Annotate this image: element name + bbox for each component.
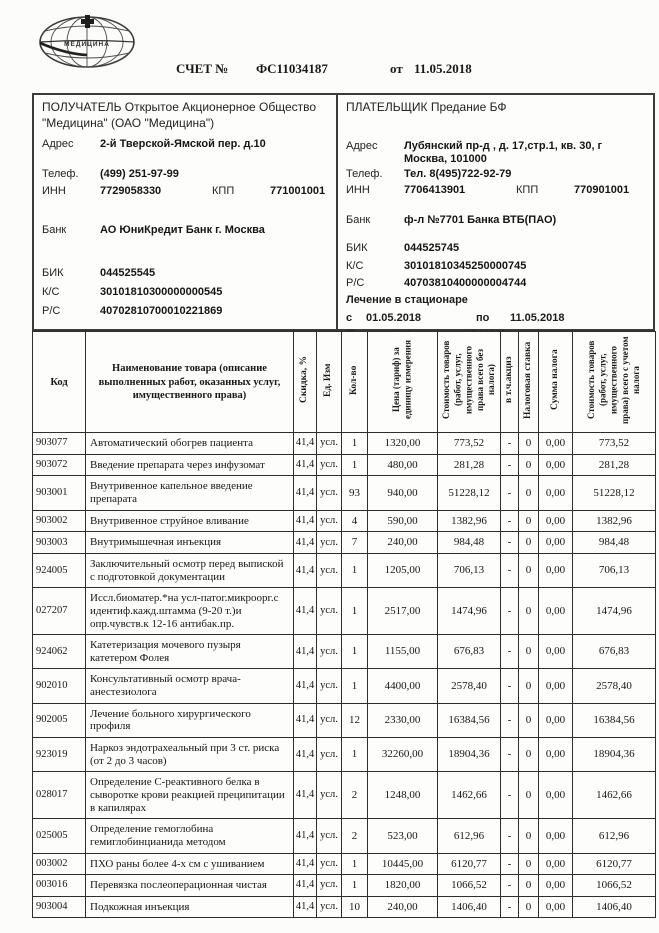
code-cell: 902005 (33, 703, 86, 737)
unit-cell: усл. (317, 635, 342, 669)
tax-rate-cell: 0 (519, 819, 539, 853)
column-header-cost-with-tax: Стоимость товаров (работ, услуг, имущественного права) всего с учетом налога (573, 332, 656, 433)
cost-with-tax-cell: 1406,40 (573, 896, 656, 918)
unit-cell: усл. (317, 896, 342, 918)
invoice-number: ФС11034187 (256, 61, 328, 76)
tax-rate-cell: 0 (519, 875, 539, 897)
unit-cell: усл. (317, 433, 342, 455)
qty-cell: 7 (342, 532, 368, 554)
name-cell: Внутривенное струйное вливание (86, 510, 294, 532)
cost-with-tax-cell: 6120,77 (573, 853, 656, 875)
price-cell: 2517,00 (368, 588, 438, 635)
excise-cell: - (501, 553, 519, 587)
tax-sum-cell: 0,00 (539, 532, 573, 554)
column-header-qty: Кол-во (342, 332, 368, 433)
unit-cell: усл. (317, 532, 342, 554)
cost-no-tax-cell: 6120,77 (438, 853, 501, 875)
kpp-label: КПП (212, 185, 235, 198)
qty-cell: 93 (342, 476, 368, 510)
excise-cell: - (501, 669, 519, 703)
tax-rate-cell: 0 (519, 772, 539, 819)
tax-rate-cell: 0 (519, 510, 539, 532)
unit-cell: усл. (317, 703, 342, 737)
name-cell: ПХО раны более 4-х см с ушиванием (86, 853, 294, 875)
ks-label: К/С (346, 259, 364, 272)
cost-no-tax-cell: 1066,52 (438, 875, 501, 897)
excise-cell: - (501, 703, 519, 737)
qty-cell: 10 (342, 896, 368, 918)
bik-label: БИК (42, 267, 64, 280)
table-row (33, 669, 656, 703)
excise-cell: - (501, 772, 519, 819)
ks-label: К/С (42, 286, 60, 299)
tax-rate-cell: 0 (519, 454, 539, 476)
code-cell: 027207 (33, 588, 86, 635)
code-cell: 902010 (33, 669, 86, 703)
period-from-date: 01.05.2018 (366, 311, 422, 324)
payee-inn: 7729058330 (100, 185, 162, 198)
code-cell: 924062 (33, 635, 86, 669)
price-cell: 2330,00 (368, 703, 438, 737)
payee-kpp: 771001001 (270, 185, 326, 198)
price-cell: 1205,00 (368, 553, 438, 587)
unit-cell: усл. (317, 853, 342, 875)
column-header-cost-no-tax: Стоимость товаров (работ, услуг, имущественного права всего без налога) (438, 332, 501, 433)
column-header-unit: Ед. Изм (317, 332, 342, 433)
payee-inn-row (42, 185, 328, 198)
payer-rs: 40703810400000004744 (404, 276, 527, 289)
qty-cell: 1 (342, 454, 368, 476)
discount-cell: 41,4 (294, 433, 317, 455)
tax-rate-cell: 0 (519, 532, 539, 554)
qty-cell: 1 (342, 433, 368, 455)
price-cell: 1820,00 (368, 875, 438, 897)
code-cell: 003002 (33, 853, 86, 875)
column-header-tax-rate: Налоговая ставка (519, 332, 539, 433)
tax-sum-cell: 0,00 (539, 635, 573, 669)
price-cell: 480,00 (368, 454, 438, 476)
phone-label: Телеф. (346, 167, 383, 180)
treatment-type: Лечение в стационаре (346, 293, 468, 306)
discount-cell: 41,4 (294, 772, 317, 819)
invoice-label: СЧЕТ № (176, 61, 229, 76)
price-cell: 240,00 (368, 532, 438, 554)
payer-kpp: 770901001 (574, 183, 630, 196)
cost-no-tax-cell: 2578,40 (438, 669, 501, 703)
kpp-label: КПП (516, 183, 539, 196)
payee-address: 2-й Тверской-Ямской пер. д.10 (100, 138, 266, 151)
column-header-name: Наименование товара (описание выполненных работ, оказанных услуг, имущественного права) (86, 332, 294, 433)
inn-label: ИНН (346, 183, 370, 196)
payer-bank: ф-л №7701 Банка ВТБ(ПАО) (404, 213, 557, 226)
cost-no-tax-cell: 612,96 (438, 819, 501, 853)
code-cell: 025005 (33, 819, 86, 853)
services-table (32, 331, 656, 918)
excise-cell: - (501, 454, 519, 476)
column-header-code: Код (33, 332, 86, 433)
qty-cell: 4 (342, 510, 368, 532)
payer-inn-row (346, 184, 645, 197)
cost-with-tax-cell: 984,48 (573, 532, 656, 554)
excise-cell: - (501, 738, 519, 772)
table-row (33, 532, 656, 554)
tax-sum-cell: 0,00 (539, 772, 573, 819)
cost-no-tax-cell: 281,28 (438, 454, 501, 476)
payee-bik: 044525545 (100, 267, 156, 280)
code-cell: 903003 (33, 532, 86, 554)
qty-cell: 1 (342, 738, 368, 772)
table-row (33, 738, 656, 772)
cost-no-tax-cell: 676,83 (438, 635, 501, 669)
payer-address-row (346, 140, 645, 166)
name-cell: Перевязка послеоперационная чистая (86, 875, 294, 897)
column-header-tax-sum: Сумма налога (539, 332, 573, 433)
payee-ks-row (42, 286, 328, 299)
tax-rate-cell: 0 (519, 853, 539, 875)
table-row (33, 635, 656, 669)
cost-with-tax-cell: 281,28 (573, 454, 656, 476)
price-cell: 1155,00 (368, 635, 438, 669)
tax-sum-cell: 0,00 (539, 819, 573, 853)
address-label: Адрес (346, 139, 378, 152)
discount-cell: 41,4 (294, 819, 317, 853)
payer-bik-row (346, 242, 645, 255)
cost-with-tax-cell: 1462,66 (573, 772, 656, 819)
period-to-date: 11.05.2018 (510, 311, 565, 324)
code-cell: 923019 (33, 738, 86, 772)
payer-phone-row (346, 168, 645, 181)
tax-sum-cell: 0,00 (539, 476, 573, 510)
payee-phone-row (42, 168, 328, 181)
payee-bik-row (42, 267, 328, 280)
bik-label: БИК (346, 241, 368, 254)
tax-sum-cell: 0,00 (539, 896, 573, 918)
name-cell: Автоматический обогрев пациента (86, 433, 294, 455)
unit-cell: усл. (317, 669, 342, 703)
column-header-price: Цена (тариф) за единицу измерения (368, 332, 438, 433)
tax-sum-cell: 0,00 (539, 433, 573, 455)
payee-bank-row (42, 224, 328, 237)
tax-sum-cell: 0,00 (539, 588, 573, 635)
discount-cell: 41,4 (294, 510, 317, 532)
discount-cell: 41,4 (294, 738, 317, 772)
excise-cell: - (501, 433, 519, 455)
tax-sum-cell: 0,00 (539, 875, 573, 897)
logo-text: МЕДИЦИНА (64, 41, 110, 48)
table-header (33, 332, 656, 433)
discount-cell: 41,4 (294, 454, 317, 476)
cost-with-tax-cell: 1474,96 (573, 588, 656, 635)
cost-no-tax-cell: 18904,36 (438, 738, 501, 772)
payer-bank-row (346, 214, 645, 227)
table-row (33, 875, 656, 897)
payer-address: Лубянский пр-д , д. 17,стр.1, кв. 30, г Москва, 101000 (404, 139, 603, 165)
cost-with-tax-cell: 773,52 (573, 433, 656, 455)
invoice-title-row (0, 61, 659, 79)
code-cell: 903004 (33, 896, 86, 918)
unit-cell: усл. (317, 588, 342, 635)
discount-cell: 41,4 (294, 875, 317, 897)
qty-cell: 2 (342, 819, 368, 853)
tax-rate-cell: 0 (519, 635, 539, 669)
name-cell: Лечение больного хирургического профиля (86, 703, 294, 737)
cost-with-tax-cell: 1382,96 (573, 510, 656, 532)
name-cell: Внутривенное капельное введение препарата (86, 476, 294, 510)
tax-rate-cell: 0 (519, 553, 539, 587)
payer-rs-row (346, 277, 645, 290)
excise-cell: - (501, 510, 519, 532)
excise-cell: - (501, 635, 519, 669)
table-row (33, 853, 656, 875)
cost-no-tax-cell: 16384,56 (438, 703, 501, 737)
name-cell: Консультативный осмотр врача-анестезиолога (86, 669, 294, 703)
tax-rate-cell: 0 (519, 588, 539, 635)
code-cell: 903001 (33, 476, 86, 510)
unit-cell: усл. (317, 875, 342, 897)
qty-cell: 12 (342, 703, 368, 737)
phone-label: Телеф. (42, 168, 79, 181)
payer-bik: 044525745 (404, 241, 460, 254)
payer-box (338, 95, 653, 329)
qty-cell: 1 (342, 853, 368, 875)
payee-rs-row (42, 305, 328, 318)
tax-rate-cell: 0 (519, 669, 539, 703)
tax-sum-cell: 0,00 (539, 553, 573, 587)
tax-rate-cell: 0 (519, 433, 539, 455)
unit-cell: усл. (317, 553, 342, 587)
cost-no-tax-cell: 1462,66 (438, 772, 501, 819)
code-cell: 003016 (33, 875, 86, 897)
payer-inn: 7706413901 (404, 183, 466, 196)
unit-cell: усл. (317, 738, 342, 772)
cost-no-tax-cell: 773,52 (438, 433, 501, 455)
table-row (33, 433, 656, 455)
excise-cell: - (501, 532, 519, 554)
code-cell: 903077 (33, 433, 86, 455)
cost-with-tax-cell: 2578,40 (573, 669, 656, 703)
name-cell: Иссл.биоматер.*на усл-патог.микроорг.с идентиф.кажд.штамма (9-20 т.)и опр.чувств.к 12-16 антибак.пр. (86, 588, 294, 635)
code-cell: 924005 (33, 553, 86, 587)
payer-ks-row (346, 260, 645, 273)
discount-cell: 41,4 (294, 476, 317, 510)
excise-cell: - (501, 875, 519, 897)
name-cell: Катетеризация мочевого пузыря катетером Фолея (86, 635, 294, 669)
price-cell: 523,00 (368, 819, 438, 853)
discount-cell: 41,4 (294, 703, 317, 737)
cost-no-tax-cell: 984,48 (438, 532, 501, 554)
payee-rs: 40702810700010221869 (100, 305, 223, 318)
tax-sum-cell: 0,00 (539, 703, 573, 737)
payee-phone: (499) 251-97-99 (100, 168, 179, 181)
price-cell: 1320,00 (368, 433, 438, 455)
tax-rate-cell: 0 (519, 896, 539, 918)
invoice-date-label: от (390, 61, 403, 76)
tax-sum-cell: 0,00 (539, 738, 573, 772)
discount-cell: 41,4 (294, 553, 317, 587)
column-header-discount: Скидка, % (294, 332, 317, 433)
cost-no-tax-cell: 1474,96 (438, 588, 501, 635)
unit-cell: усл. (317, 772, 342, 819)
excise-cell: - (501, 819, 519, 853)
price-cell: 240,00 (368, 896, 438, 918)
table-row (33, 896, 656, 918)
code-cell: 028017 (33, 772, 86, 819)
cost-with-tax-cell: 1066,52 (573, 875, 656, 897)
name-cell: Наркоз эндотрахеальный при 3 ст. риска (от 2 до 3 часов) (86, 738, 294, 772)
tax-sum-cell: 0,00 (539, 669, 573, 703)
inn-label: ИНН (42, 185, 66, 198)
name-cell: Определение гемоглобина гемиглобинцианида методом (86, 819, 294, 853)
price-cell: 590,00 (368, 510, 438, 532)
period-from-label: с (346, 311, 353, 324)
bank-label: Банк (346, 213, 371, 226)
tax-rate-cell: 0 (519, 738, 539, 772)
payer-ks: 30101810345250000745 (404, 259, 527, 272)
table-row (33, 476, 656, 510)
payee-heading: ПОЛУЧАТЕЛЬ Открытое Акционерное Общество "Медицина" (ОАО "Медицина") (42, 100, 317, 130)
cost-no-tax-cell: 1382,96 (438, 510, 501, 532)
parties-section (32, 93, 655, 331)
price-cell: 10445,00 (368, 853, 438, 875)
discount-cell: 41,4 (294, 853, 317, 875)
rs-label: Р/С (346, 276, 365, 289)
payee-box (34, 95, 338, 329)
name-cell: Введение препарата через инфузомат (86, 454, 294, 476)
payee-address-row (42, 138, 328, 151)
cost-with-tax-cell: 18904,36 (573, 738, 656, 772)
cost-no-tax-cell: 1406,40 (438, 896, 501, 918)
cost-with-tax-cell: 51228,12 (573, 476, 656, 510)
unit-cell: усл. (317, 454, 342, 476)
name-cell: Подкожная инъекция (86, 896, 294, 918)
payee-bank: АО ЮниКредит Банк г. Москва (100, 224, 265, 237)
cost-no-tax-cell: 51228,12 (438, 476, 501, 510)
table-row (33, 510, 656, 532)
price-cell: 32260,00 (368, 738, 438, 772)
table-row (33, 819, 656, 853)
bank-label: Банк (42, 224, 67, 237)
rs-label: Р/С (42, 305, 61, 318)
tax-rate-cell: 0 (519, 703, 539, 737)
payer-heading: ПЛАТЕЛЬЩИК Предание БФ (346, 100, 507, 114)
tax-sum-cell: 0,00 (539, 454, 573, 476)
table-row (33, 454, 656, 476)
table-row (33, 588, 656, 635)
qty-cell: 1 (342, 588, 368, 635)
price-cell: 1248,00 (368, 772, 438, 819)
treatment-period-row (346, 312, 645, 324)
name-cell: Внутримышечная инъекция (86, 532, 294, 554)
unit-cell: усл. (317, 510, 342, 532)
tax-sum-cell: 0,00 (539, 853, 573, 875)
excise-cell: - (501, 588, 519, 635)
qty-cell: 1 (342, 635, 368, 669)
cost-with-tax-cell: 706,13 (573, 553, 656, 587)
qty-cell: 1 (342, 553, 368, 587)
tax-rate-cell: 0 (519, 476, 539, 510)
excise-cell: - (501, 853, 519, 875)
qty-cell: 1 (342, 875, 368, 897)
payer-phone: Тел. 8(495)722-92-79 (404, 167, 512, 180)
qty-cell: 2 (342, 772, 368, 819)
invoice-date: 11.05.2018 (414, 61, 472, 76)
unit-cell: усл. (317, 819, 342, 853)
address-label: Адрес (42, 138, 74, 151)
code-cell: 903072 (33, 454, 86, 476)
cost-no-tax-cell: 706,13 (438, 553, 501, 587)
qty-cell: 1 (342, 669, 368, 703)
cost-with-tax-cell: 16384,56 (573, 703, 656, 737)
cost-with-tax-cell: 612,96 (573, 819, 656, 853)
cost-with-tax-cell: 676,83 (573, 635, 656, 669)
column-header-excise: в т.ч.акциз (501, 332, 519, 433)
discount-cell: 41,4 (294, 896, 317, 918)
table-row (33, 553, 656, 587)
price-cell: 4400,00 (368, 669, 438, 703)
payee-ks: 30101810300000000545 (100, 286, 223, 299)
discount-cell: 41,4 (294, 532, 317, 554)
name-cell: Определение С-реактивного белка в сыворотке крови реакцией преципитации в капилярах (86, 772, 294, 819)
table-row (33, 772, 656, 819)
name-cell: Заключительный осмотр перед выпиской с подготовкой документации (86, 553, 294, 587)
discount-cell: 41,4 (294, 669, 317, 703)
period-to-label: по (476, 311, 490, 324)
discount-cell: 41,4 (294, 635, 317, 669)
excise-cell: - (501, 476, 519, 510)
excise-cell: - (501, 896, 519, 918)
unit-cell: усл. (317, 476, 342, 510)
price-cell: 940,00 (368, 476, 438, 510)
code-cell: 903002 (33, 510, 86, 532)
tax-sum-cell: 0,00 (539, 510, 573, 532)
discount-cell: 41,4 (294, 588, 317, 635)
table-row (33, 703, 656, 737)
